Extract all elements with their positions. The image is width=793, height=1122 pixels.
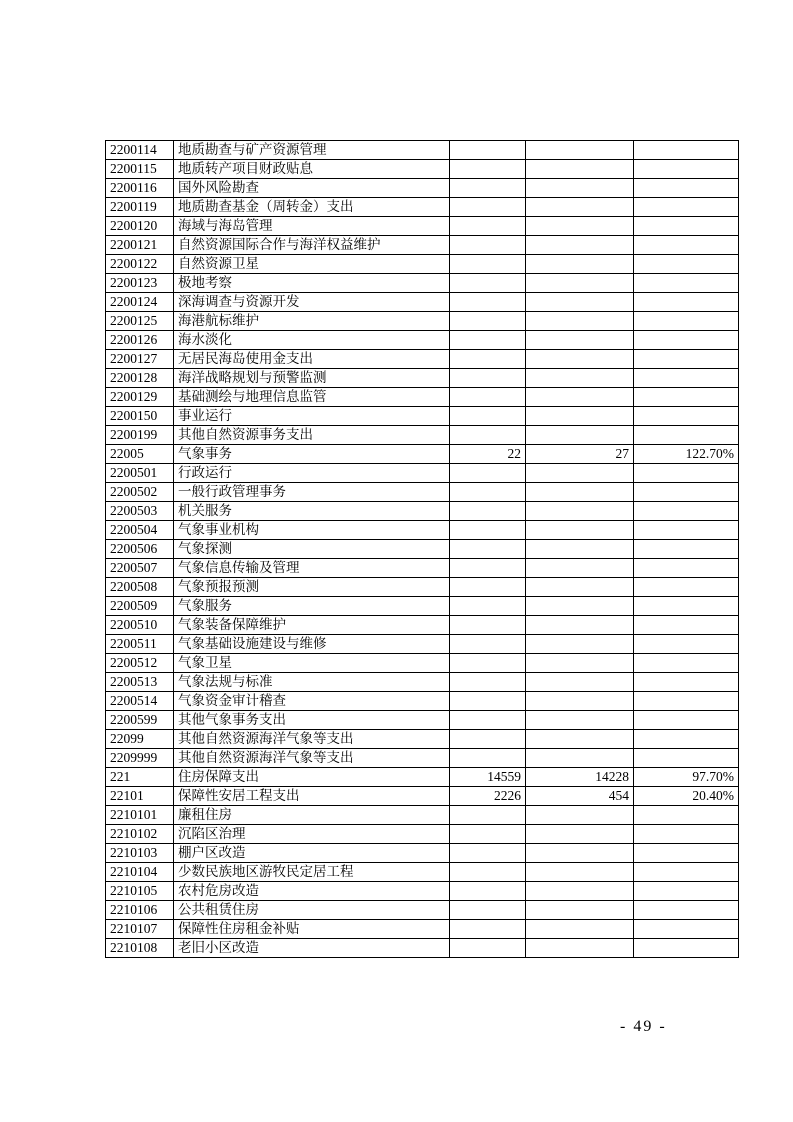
budget-value-cell [450,426,526,445]
item-code-cell: 22099 [106,730,174,749]
item-name-cell: 保障性安居工程支出 [174,787,450,806]
item-name-cell: 无居民海岛使用金支出 [174,350,450,369]
table-row [106,540,739,559]
table-row [106,464,739,483]
actual-value-cell [526,255,634,274]
budget-value-cell [450,293,526,312]
percent-cell [634,825,739,844]
item-name-cell: 海域与海岛管理 [174,217,450,236]
table-row [106,388,739,407]
table-row [106,616,739,635]
table-row [106,559,739,578]
table-row [106,692,739,711]
budget-value-cell [450,483,526,502]
percent-cell [634,920,739,939]
budget-value-cell [450,160,526,179]
item-code-cell: 2200513 [106,673,174,692]
table-row [106,901,739,920]
budget-value-cell [450,236,526,255]
item-name-cell: 机关服务 [174,502,450,521]
item-code-cell: 2200501 [106,464,174,483]
budget-value-cell [450,692,526,711]
item-code-cell: 2200119 [106,198,174,217]
table-row [106,882,739,901]
item-code-cell: 22101 [106,787,174,806]
actual-value-cell: 454 [526,787,634,806]
table-row [106,806,739,825]
actual-value-cell [526,882,634,901]
item-code-cell: 2200124 [106,293,174,312]
percent-cell [634,331,739,350]
table-row [106,939,739,958]
item-code-cell: 2210106 [106,901,174,920]
item-name-cell: 沉陷区治理 [174,825,450,844]
item-code-cell: 2200199 [106,426,174,445]
item-code-cell: 2200122 [106,255,174,274]
item-code-cell: 2210105 [106,882,174,901]
budget-value-cell [450,369,526,388]
item-code-cell: 2200514 [106,692,174,711]
budget-value-cell [450,882,526,901]
item-code-cell: 2200129 [106,388,174,407]
table-row [106,635,739,654]
budget-value-cell [450,312,526,331]
percent-cell [634,141,739,160]
item-code-cell: 2200510 [106,616,174,635]
budget-value-cell [450,749,526,768]
item-code-cell: 2210108 [106,939,174,958]
actual-value-cell [526,654,634,673]
item-code-cell: 2200512 [106,654,174,673]
item-name-cell: 气象装备保障维护 [174,616,450,635]
percent-cell [634,540,739,559]
budget-value-cell [450,198,526,217]
item-name-cell: 公共租赁住房 [174,901,450,920]
item-name-cell: 廉租住房 [174,806,450,825]
actual-value-cell [526,711,634,730]
percent-cell [634,654,739,673]
item-code-cell: 2200116 [106,179,174,198]
item-code-cell: 2200509 [106,597,174,616]
actual-value-cell [526,407,634,426]
item-name-cell: 海洋战略规划与预警监测 [174,369,450,388]
item-name-cell: 气象资金审计稽查 [174,692,450,711]
percent-cell [634,844,739,863]
percent-cell [634,806,739,825]
budget-value-cell [450,540,526,559]
item-code-cell: 2210102 [106,825,174,844]
percent-cell [634,388,739,407]
item-name-cell: 农村危房改造 [174,882,450,901]
budget-value-cell [450,939,526,958]
table-row [106,198,739,217]
item-code-cell: 2210103 [106,844,174,863]
item-name-cell: 气象预报预测 [174,578,450,597]
item-name-cell: 其他自然资源海洋气象等支出 [174,749,450,768]
item-name-cell: 气象法规与标准 [174,673,450,692]
item-name-cell: 气象服务 [174,597,450,616]
actual-value-cell [526,692,634,711]
table-row [106,920,739,939]
item-code-cell: 2200507 [106,559,174,578]
item-code-cell: 2200115 [106,160,174,179]
budget-value-cell [450,464,526,483]
item-code-cell: 2200508 [106,578,174,597]
percent-cell [634,901,739,920]
percent-cell [634,369,739,388]
percent-cell [634,692,739,711]
actual-value-cell [526,274,634,293]
table-row [106,312,739,331]
percent-cell: 122.70% [634,445,739,464]
item-code-cell: 2200504 [106,521,174,540]
item-code-cell: 22005 [106,445,174,464]
actual-value-cell [526,141,634,160]
budget-value-cell [450,597,526,616]
budget-value-cell [450,806,526,825]
actual-value-cell [526,312,634,331]
page-number: - 49 - [620,1018,667,1035]
actual-value-cell [526,217,634,236]
item-name-cell: 事业运行 [174,407,450,426]
actual-value-cell [526,844,634,863]
budget-value-cell [450,350,526,369]
actual-value-cell [526,559,634,578]
percent-cell [634,521,739,540]
actual-value-cell [526,236,634,255]
percent-cell [634,559,739,578]
table-row [106,236,739,255]
table-row [106,825,739,844]
percent-cell [634,863,739,882]
table-row [106,521,739,540]
item-code-cell: 2200114 [106,141,174,160]
item-name-cell: 海水淡化 [174,331,450,350]
budget-value-cell [450,635,526,654]
table-row [106,141,739,160]
table-row [106,293,739,312]
actual-value-cell [526,540,634,559]
actual-value-cell [526,521,634,540]
budget-value-cell [450,673,526,692]
item-code-cell: 2200123 [106,274,174,293]
percent-cell [634,711,739,730]
item-name-cell: 住房保障支出 [174,768,450,787]
item-name-cell: 基础测绘与地理信息监管 [174,388,450,407]
actual-value-cell [526,939,634,958]
actual-value-cell [526,920,634,939]
item-code-cell: 2210107 [106,920,174,939]
item-code-cell: 2200121 [106,236,174,255]
item-name-cell: 气象事业机构 [174,521,450,540]
actual-value-cell [526,825,634,844]
item-name-cell: 气象基础设施建设与维修 [174,635,450,654]
item-code-cell: 2200502 [106,483,174,502]
table-row [106,445,739,464]
actual-value-cell [526,331,634,350]
table-row [106,749,739,768]
budget-table [105,140,739,958]
table-row [106,407,739,426]
actual-value-cell [526,388,634,407]
percent-cell [634,236,739,255]
item-code-cell: 2200127 [106,350,174,369]
actual-value-cell [526,806,634,825]
percent-cell [634,578,739,597]
item-name-cell: 一般行政管理事务 [174,483,450,502]
table-row [106,787,739,806]
actual-value-cell [526,578,634,597]
table-row [106,654,739,673]
actual-value-cell [526,426,634,445]
budget-value-cell [450,730,526,749]
item-code-cell: 2210104 [106,863,174,882]
percent-cell [634,749,739,768]
percent-cell [634,198,739,217]
item-name-cell: 自然资源卫星 [174,255,450,274]
table-row [106,160,739,179]
percent-cell [634,160,739,179]
actual-value-cell: 14228 [526,768,634,787]
percent-cell [634,217,739,236]
percent-cell: 97.70% [634,768,739,787]
budget-value-cell [450,920,526,939]
item-name-cell: 气象信息传输及管理 [174,559,450,578]
percent-cell [634,426,739,445]
item-name-cell: 气象事务 [174,445,450,464]
percent-cell [634,179,739,198]
percent-cell [634,464,739,483]
item-code-cell: 2200511 [106,635,174,654]
actual-value-cell [526,198,634,217]
item-name-cell: 少数民族地区游牧民定居工程 [174,863,450,882]
table-row [106,369,739,388]
percent-cell [634,673,739,692]
percent-cell [634,730,739,749]
table-row [106,426,739,445]
percent-cell [634,483,739,502]
table-row [106,483,739,502]
actual-value-cell [526,369,634,388]
item-code-cell: 2200120 [106,217,174,236]
item-name-cell: 海港航标维护 [174,312,450,331]
item-name-cell: 地质勘查与矿产资源管理 [174,141,450,160]
table-row [106,331,739,350]
item-code-cell: 2200125 [106,312,174,331]
budget-value-cell [450,274,526,293]
table-row [106,274,739,293]
table-body [106,141,739,958]
item-code-cell: 2209999 [106,749,174,768]
budget-value-cell [450,388,526,407]
percent-cell: 20.40% [634,787,739,806]
table-row [106,350,739,369]
percent-cell [634,635,739,654]
actual-value-cell [526,863,634,882]
budget-value-cell [450,179,526,198]
item-code-cell: 2210101 [106,806,174,825]
table-row [106,768,739,787]
budget-value-cell [450,825,526,844]
actual-value-cell [526,730,634,749]
item-name-cell: 地质勘查基金（周转金）支出 [174,198,450,217]
item-code-cell: 2200128 [106,369,174,388]
item-code-cell: 2200503 [106,502,174,521]
actual-value-cell [526,464,634,483]
item-code-cell: 2200599 [106,711,174,730]
percent-cell [634,597,739,616]
actual-value-cell [526,160,634,179]
budget-value-cell [450,654,526,673]
table-row [106,844,739,863]
budget-value-cell [450,616,526,635]
item-name-cell: 棚户区改造 [174,844,450,863]
percent-cell [634,882,739,901]
percent-cell [634,274,739,293]
item-name-cell: 深海调查与资源开发 [174,293,450,312]
budget-value-cell [450,711,526,730]
budget-value-cell [450,141,526,160]
budget-value-cell: 22 [450,445,526,464]
item-name-cell: 国外风险勘查 [174,179,450,198]
budget-value-cell [450,407,526,426]
table-row [106,179,739,198]
item-name-cell: 自然资源国际合作与海洋权益维护 [174,236,450,255]
budget-value-cell [450,863,526,882]
item-name-cell: 气象探测 [174,540,450,559]
item-name-cell: 行政运行 [174,464,450,483]
actual-value-cell [526,673,634,692]
actual-value-cell [526,293,634,312]
budget-value-cell [450,844,526,863]
actual-value-cell [526,901,634,920]
table-row [106,673,739,692]
budget-value-cell: 14559 [450,768,526,787]
table-row [106,217,739,236]
item-name-cell: 保障性住房租金补贴 [174,920,450,939]
budget-value-cell [450,255,526,274]
item-name-cell: 极地考察 [174,274,450,293]
table-row [106,578,739,597]
table-row [106,255,739,274]
percent-cell [634,293,739,312]
item-name-cell: 气象卫星 [174,654,450,673]
table-row [106,730,739,749]
budget-value-cell [450,502,526,521]
item-name-cell: 老旧小区改造 [174,939,450,958]
item-code-cell: 2200150 [106,407,174,426]
budget-value-cell [450,901,526,920]
item-code-cell: 221 [106,768,174,787]
table-row [106,863,739,882]
percent-cell [634,255,739,274]
budget-value-cell [450,217,526,236]
actual-value-cell [526,597,634,616]
actual-value-cell [526,502,634,521]
budget-value-cell [450,331,526,350]
actual-value-cell [526,483,634,502]
table-row [106,597,739,616]
actual-value-cell [526,616,634,635]
percent-cell [634,939,739,958]
item-code-cell: 2200126 [106,331,174,350]
actual-value-cell: 27 [526,445,634,464]
budget-value-cell: 2226 [450,787,526,806]
budget-value-cell [450,559,526,578]
percent-cell [634,350,739,369]
item-name-cell: 其他自然资源事务支出 [174,426,450,445]
actual-value-cell [526,635,634,654]
actual-value-cell [526,350,634,369]
item-name-cell: 其他自然资源海洋气象等支出 [174,730,450,749]
budget-value-cell [450,578,526,597]
actual-value-cell [526,749,634,768]
percent-cell [634,616,739,635]
item-name-cell: 其他气象事务支出 [174,711,450,730]
item-code-cell: 2200506 [106,540,174,559]
table-row [106,711,739,730]
actual-value-cell [526,179,634,198]
percent-cell [634,312,739,331]
percent-cell [634,502,739,521]
budget-value-cell [450,521,526,540]
item-name-cell: 地质转产项目财政贴息 [174,160,450,179]
percent-cell [634,407,739,426]
table-row [106,502,739,521]
